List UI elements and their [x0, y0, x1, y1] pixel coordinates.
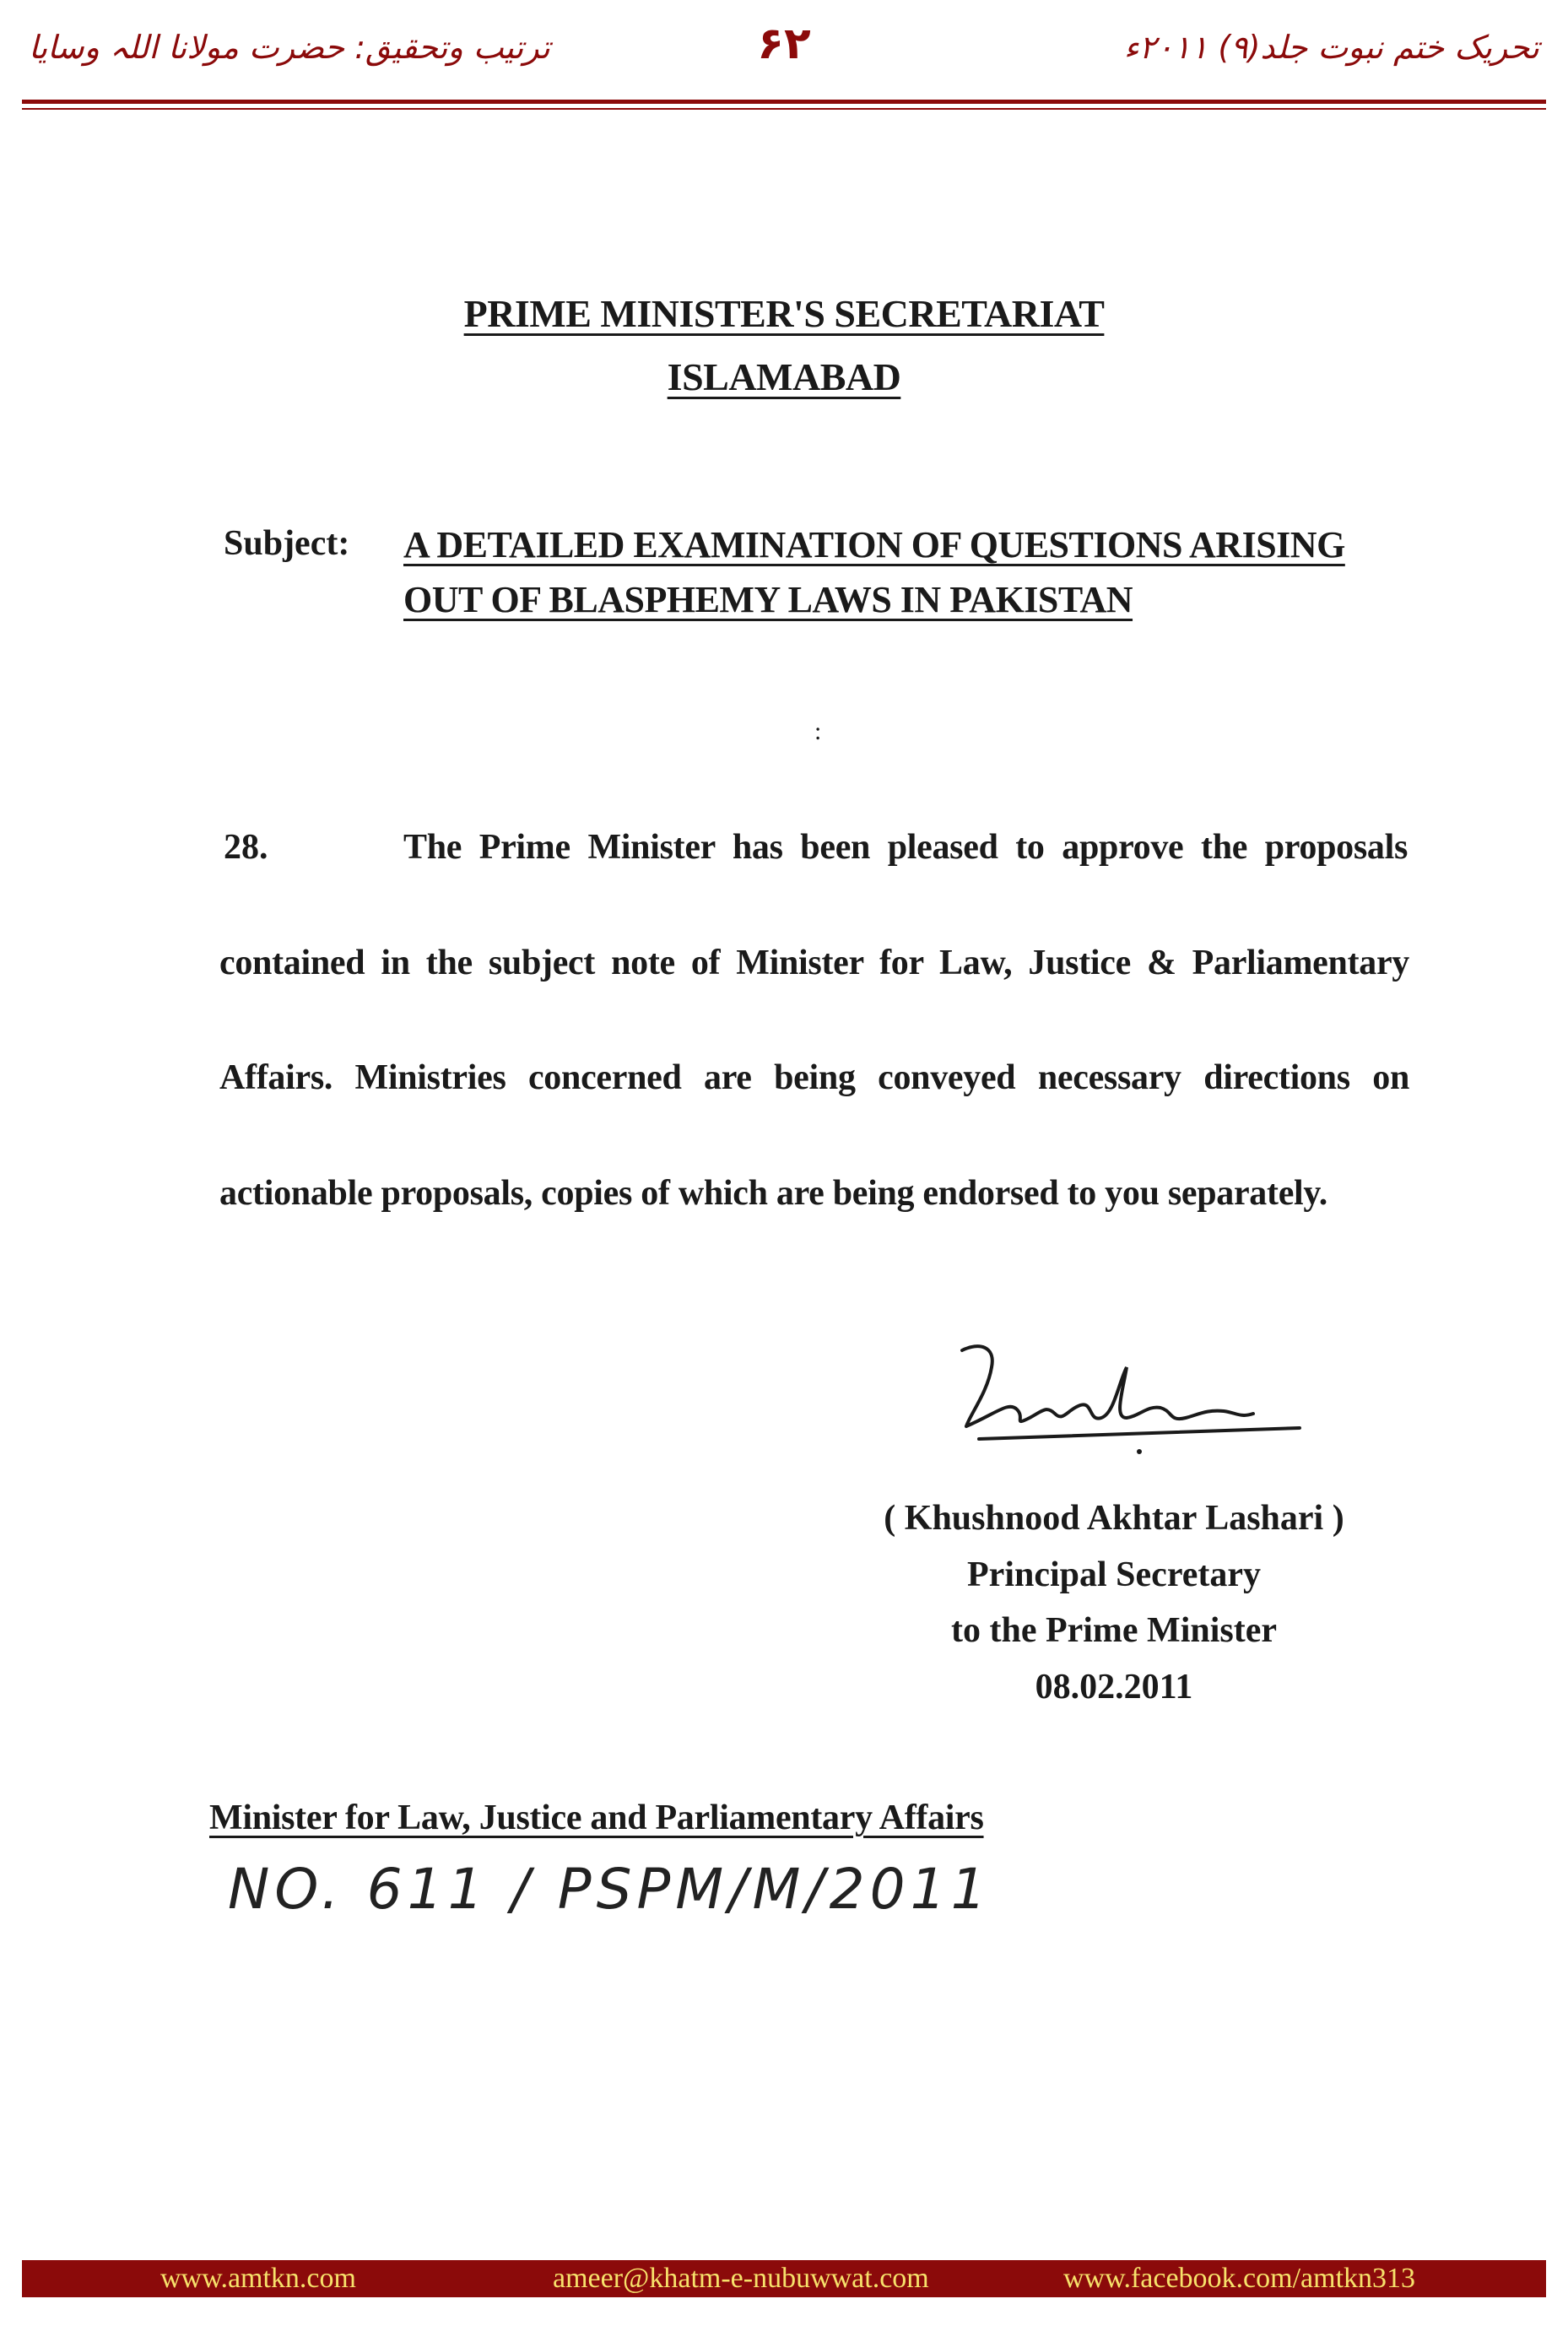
letterhead-line-2: ISLAMABAD: [667, 355, 901, 398]
footer-email-link[interactable]: ameer@khatm-e-nubuwwat.com: [553, 2263, 929, 2294]
paragraph-line-4: actionable proposals, copies of which are being endorsed to you separately.: [219, 1174, 1327, 1213]
signatory-title: Principal Secretary: [967, 1555, 1261, 1594]
paragraph-line-3: Affairs. Ministries concerned are being conveyed necessary directions on: [219, 1058, 1409, 1097]
handwritten-signature: [945, 1333, 1317, 1460]
subject-line-1: A DETAILED EXAMINATION OF QUESTIONS ARISING: [403, 524, 1345, 565]
letterhead-city: [0, 354, 1568, 399]
letterhead-title: [0, 291, 1568, 336]
addressee: Minister for Law, Justice and Parliamentary Affairs: [209, 1798, 984, 1837]
reference-number: NO. 611 / PSPM/M/2011: [228, 1857, 992, 1922]
subject-line-2: OUT OF BLASPHEMY LAWS IN PAKISTAN: [403, 579, 1133, 620]
header-rule-thick: [22, 100, 1546, 104]
subject-label: Subject:: [224, 524, 350, 563]
header-book-title: تحریک ختم نبوت جلد(۹) ۲۰۱۱ء: [1123, 29, 1539, 66]
separator-mark: :: [814, 717, 822, 745]
signatory-name: ( Khushnood Akhtar Lashari ): [884, 1499, 1344, 1538]
letterhead-line-1: PRIME MINISTER'S SECRETARIAT: [463, 292, 1105, 335]
signatory-office: to the Prime Minister: [950, 1611, 1278, 1650]
header-rule-thin: [22, 108, 1546, 110]
paragraph-line-1: The Prime Minister has been pleased to approve the proposals: [403, 828, 1408, 867]
page-number: ۶۲: [757, 19, 811, 69]
paragraph-line-2: contained in the subject note of Minister for Law, Justice & Parliamentary: [219, 944, 1409, 982]
paragraph-number: 28.: [224, 828, 268, 867]
header-author-credit: ترتیب وتحقیق: حضرت مولانا اللہ وسایا: [29, 29, 550, 66]
signature-date: 08.02.2011: [1035, 1668, 1193, 1706]
footer-website-link[interactable]: www.amtkn.com: [160, 2263, 356, 2294]
footer-facebook-link[interactable]: www.facebook.com/amtkn313: [1063, 2263, 1416, 2294]
